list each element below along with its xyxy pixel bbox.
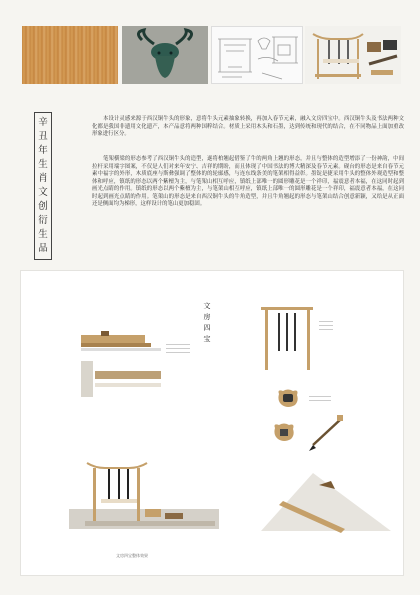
design-sketch-image xyxy=(211,26,303,84)
title-char: 衍 xyxy=(38,215,48,227)
inkstone-product xyxy=(277,389,299,409)
ox-head-icon xyxy=(122,26,208,84)
bottom-caption: 文房四宝整体效果 xyxy=(116,553,148,558)
title-char: 丑 xyxy=(38,131,48,143)
side-label-char: 四 xyxy=(203,324,211,332)
title-char: 生 xyxy=(38,229,48,241)
title-char: 辛 xyxy=(38,117,48,129)
title-char: 年 xyxy=(38,145,48,157)
bronze-ox-head-photo xyxy=(122,26,208,84)
description-paragraph-2: 笔架横梁的形态参考了西汉铜牛头的造型，遂将柏翘起借鉴了牛的两角上翘的形态，并且与整体的造型增添了一份神韵，中间拉杆采用端字图案，不仅是人们对来年安宁、吉祥的期盼，而且体现了中国书法的博大精深及春节元素。砚台的形态是来自春节元素中福字的外形，木质底座与斯彝强调了整体的的轮廓感，与连东线条美的笔架相得益彰。墨锭是捷采用牛头的整体外观造型和整体和呼应，镇纸的形态以两个紫檀为主，与笔架山相互呼应，镇纸上部唯一的圆形雕花是一个祥印，福震意者本福，在这同时起到画光点睛的作用。镇纸的形态以两个紫檀为主，与笔架山相互呼应，镇纸上部唯一的圆形雕花是一个祥印，福震意者本福，在这同时起到画光点睛的作用。笔架山的形态是来自西汉铜牛头的牛角造型，并且牛角翘起的形态与笔架山结合创意新颖，又给是从正面还是侧面均为梯形，这样设计的笔山更加稳固。 xyxy=(92,156,404,207)
ink-stick-product xyxy=(273,423,297,443)
vertical-title xyxy=(34,112,52,260)
side-label-char: 房 xyxy=(203,313,211,321)
wood-texture-image xyxy=(22,26,118,84)
angled-paperweight-scene xyxy=(261,463,391,533)
brush-stand-product xyxy=(259,301,339,381)
title-char: 创 xyxy=(38,201,48,213)
title-char: 生 xyxy=(38,159,48,171)
product-note xyxy=(309,393,331,404)
side-vertical-label xyxy=(201,301,213,345)
side-label-char: 文 xyxy=(203,302,211,310)
title-char: 品 xyxy=(38,243,48,255)
side-label-char: 宝 xyxy=(203,335,211,343)
brush-product xyxy=(307,415,347,455)
product-note xyxy=(166,341,190,361)
paperweight-product xyxy=(81,361,161,401)
description-paragraph-1: 本设计灵感来源于西汉铜牛头的形象，意将牛头元素抽象转换，再加入春节元素，融入文房四宝中。西汉铜牛头及书法两种文化都是我国非遗用文化遗产，本产品意将两种国粹结合。材质上采用木头和石墨，达到传统和现代的结合，在不同物品上面加重改形象进行区分。 xyxy=(92,116,404,137)
title-char: 肖 xyxy=(38,173,48,185)
product-showcase-frame xyxy=(20,270,404,576)
title-char: 文 xyxy=(38,187,48,199)
full-set-scene xyxy=(85,459,215,529)
product-render-image xyxy=(305,26,401,84)
brush-rest-product xyxy=(81,331,161,353)
